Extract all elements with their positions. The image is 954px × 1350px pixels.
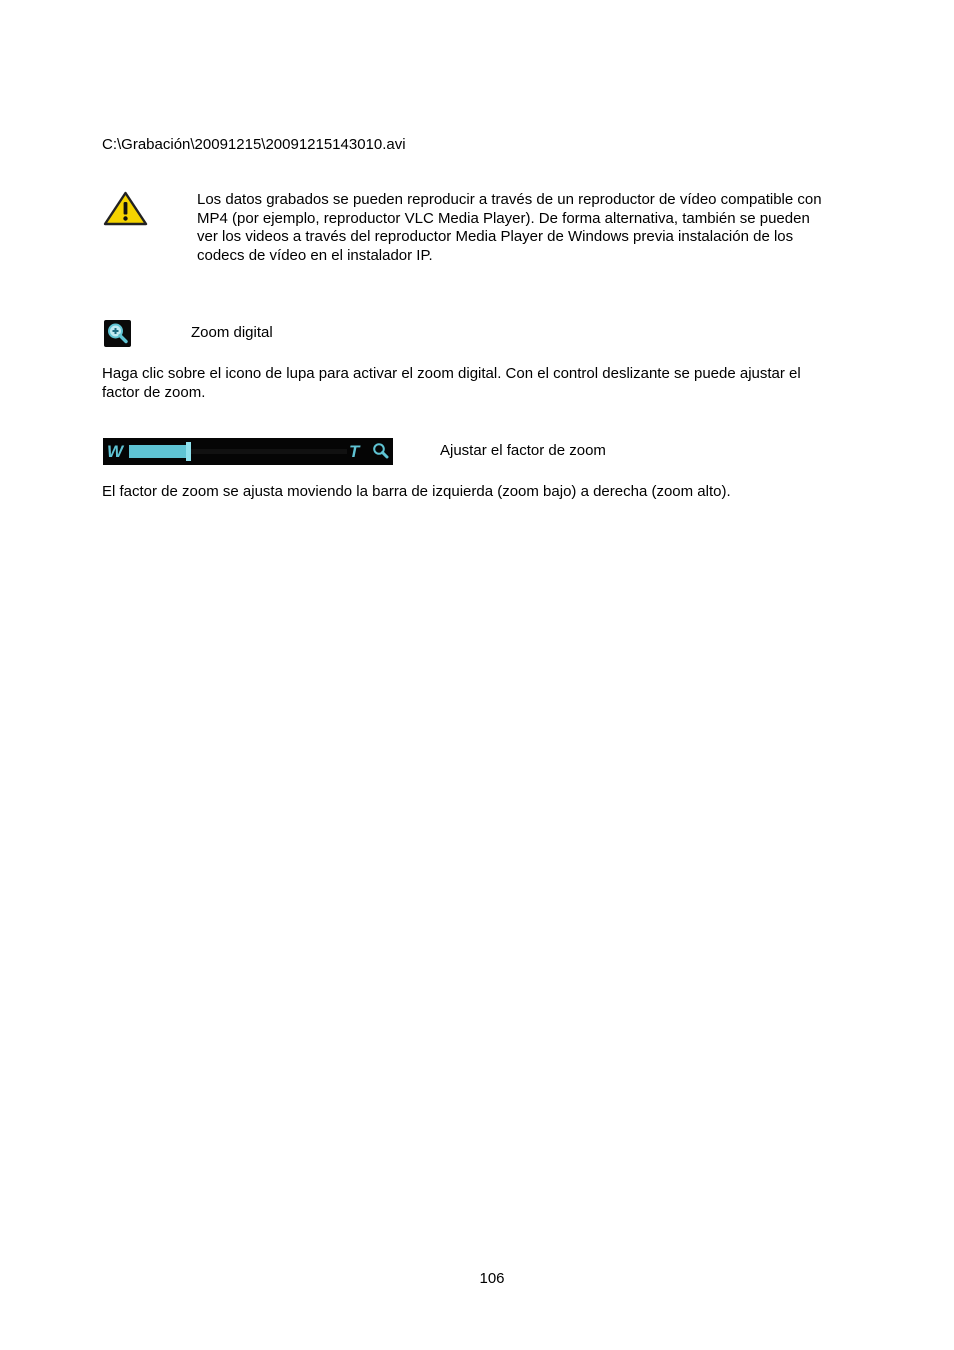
warning-line: ver los videos a través del reproductor Media Player de Windows previa instalación de los: [197, 228, 794, 245]
zoom-slider[interactable]: [103, 438, 393, 465]
slider-fill: [129, 445, 188, 458]
slider-wide-label: W: [107, 442, 124, 461]
zoom-bar-description: El factor de zoom se ajusta moviendo la barra de izquierda (zoom bajo) a derecha (zoom alto).: [102, 483, 731, 500]
zoom-digital-label: Zoom digital: [191, 324, 273, 341]
warning-line: MP4 (por ejemplo, reproductor VLC Media Player). De forma alternativa, también se pueden: [197, 209, 810, 227]
slider-thumb[interactable]: [186, 442, 191, 461]
warning-triangle-icon: [103, 191, 148, 226]
slider-tele-label: T: [349, 442, 360, 461]
warning-line: codecs de vídeo en el instalador IP.: [197, 246, 433, 264]
file-path: C:\Grabación\20091215\20091215143010.avi: [102, 136, 406, 153]
zoom-instructions: [102, 365, 862, 402]
magnifier-zoom-icon[interactable]: [104, 320, 131, 347]
zoom-slider-label: Ajustar el factor de zoom: [440, 442, 606, 459]
warning-note: [197, 191, 877, 265]
paragraph-line: Haga clic sobre el icono de lupa para activar el zoom digital. Con el control deslizante se puede ajustar el: [102, 365, 801, 382]
warning-line: Los datos grabados se pueden reproducir a través de un reproductor de vídeo compatible con: [197, 191, 822, 208]
paragraph-line: factor de zoom.: [102, 383, 206, 401]
page-number: 106: [479, 1270, 505, 1287]
